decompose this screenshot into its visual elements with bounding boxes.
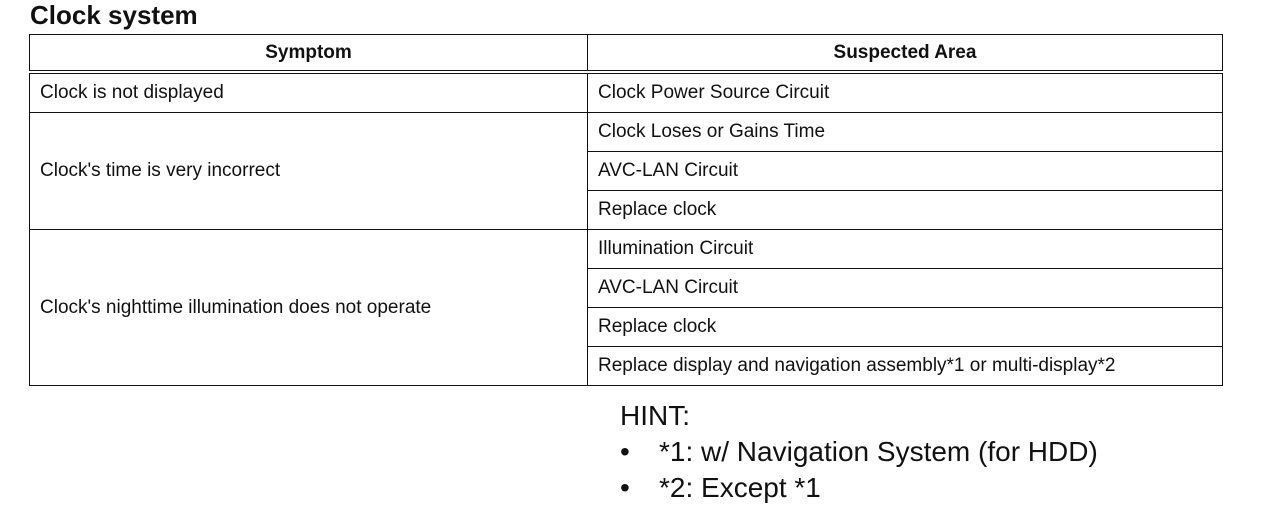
suspected-area-cell: Illumination Circuit — [588, 230, 1223, 269]
table-row — [30, 230, 1223, 269]
hint-list — [620, 434, 1098, 506]
table-header-row — [30, 35, 1223, 73]
page-title: Clock system — [30, 0, 198, 30]
column-header-symptom: Symptom — [30, 35, 588, 73]
hint-item-text: *1: w/ Navigation System (for HDD) — [659, 436, 1098, 467]
suspected-area-cell: Replace clock — [588, 308, 1223, 347]
suspected-area-cell: Clock Power Source Circuit — [588, 72, 1223, 113]
bullet-icon: • — [620, 436, 630, 467]
column-header-suspected-area: Suspected Area — [588, 35, 1223, 73]
table-row — [30, 113, 1223, 152]
table-row — [30, 72, 1223, 113]
suspected-area-cell: AVC-LAN Circuit — [588, 152, 1223, 191]
suspected-area-cell: Clock Loses or Gains Time — [588, 113, 1223, 152]
symptom-cell: Clock is not displayed — [30, 72, 588, 113]
bullet-icon: • — [620, 472, 630, 503]
symptom-cell: Clock's time is very incorrect — [30, 113, 588, 230]
suspected-area-cell: Replace display and navigation assembly*1 or multi-display*2 — [588, 347, 1223, 386]
symptom-table — [29, 34, 1223, 386]
hint-item-text: *2: Except *1 — [659, 472, 821, 503]
suspected-area-cell: AVC-LAN Circuit — [588, 269, 1223, 308]
hint-label: HINT: — [620, 400, 690, 431]
hint-item — [620, 434, 1098, 470]
hint-section — [620, 398, 1098, 506]
symptom-cell: Clock's nighttime illumination does not operate — [30, 230, 588, 386]
suspected-area-cell: Replace clock — [588, 191, 1223, 230]
hint-item — [620, 470, 1098, 506]
